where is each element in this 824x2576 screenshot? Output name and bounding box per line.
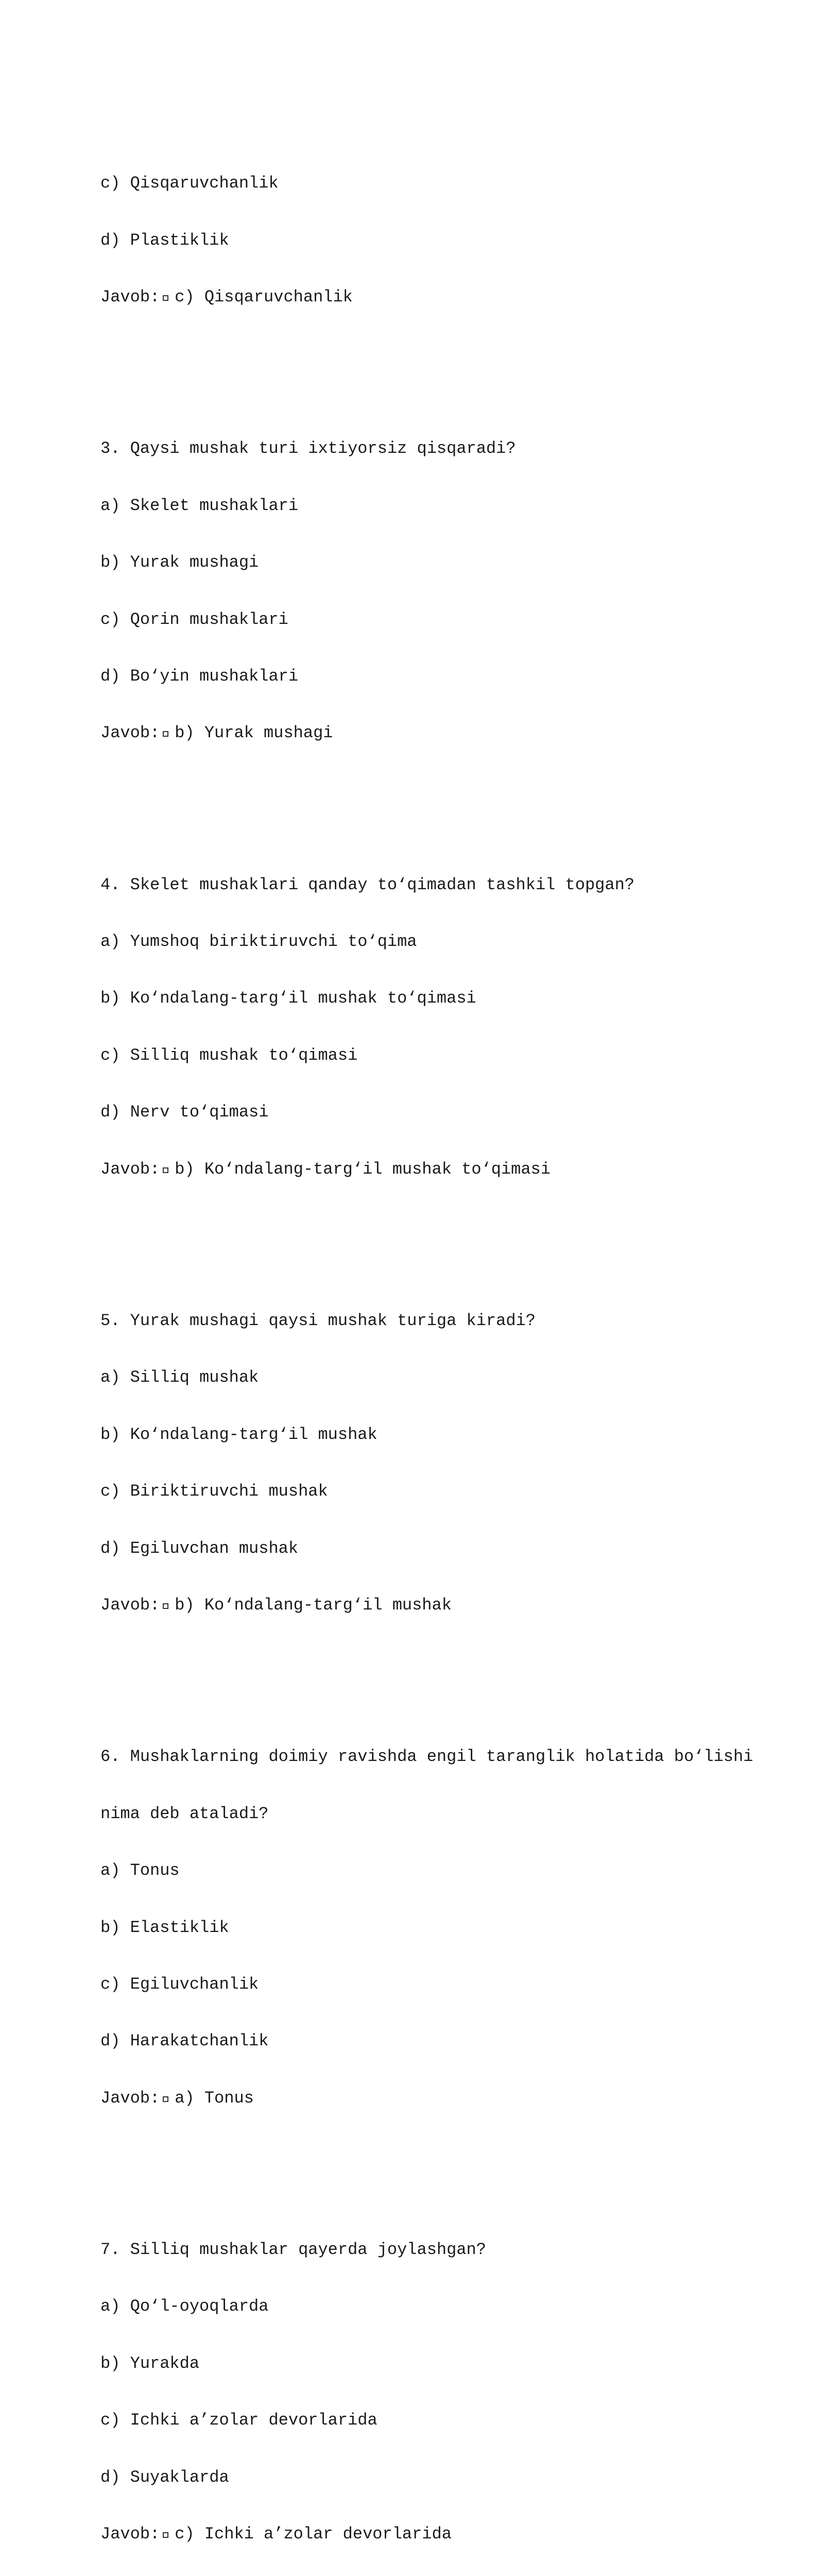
question-text-continued: nima deb ataladi?	[100, 1804, 269, 1823]
option-d: d) Bo‘yin mushaklari	[100, 666, 299, 686]
answer-line	[100, 1160, 749, 1179]
small-square-icon	[163, 731, 168, 737]
option-d: d) Harakatchanlik	[100, 2031, 269, 2051]
option-c: c) Egiluvchanlik	[100, 1974, 259, 1994]
answer-line	[100, 288, 749, 307]
option-b: b) Ko‘ndalang-targ‘il mushak	[100, 1425, 377, 1444]
question-text: 6. Mushaklarning doimiy ravishda engil taranglik holatida bo‘lishi	[100, 1747, 753, 1767]
answer-line	[100, 724, 749, 743]
option-b: b) Yurak mushagi	[100, 553, 259, 572]
option-d: d) Suyaklarda	[100, 2467, 229, 2487]
answer-text: c) Ichki a’zolar devorlarida	[175, 2524, 452, 2544]
answer-prefix: Javob:	[100, 723, 160, 743]
small-square-icon	[163, 1167, 168, 1173]
option-a: a) Skelet mushaklari	[100, 496, 299, 515]
answer-text: b) Ko‘ndalang-targ‘il mushak to‘qimasi	[175, 1159, 551, 1179]
question-text: 5. Yurak mushagi qaysi mushak turiga kiradi?	[100, 1311, 536, 1330]
answer-prefix: Javob:	[100, 1595, 160, 1615]
small-square-icon	[163, 295, 168, 301]
small-square-icon	[163, 1603, 168, 1609]
option-a: a) Silliq mushak	[100, 1368, 259, 1387]
option-d: d) Nerv to‘qimasi	[100, 1103, 269, 1122]
question-text: 3. Qaysi mushak turi ixtiyorsiz qisqaradi?	[100, 439, 516, 459]
option-b: b) Yurakda	[100, 2353, 200, 2373]
spacer	[100, 781, 749, 800]
option-b: b) Elastiklik	[100, 1918, 229, 1937]
option-c: c) Qorin mushaklari	[100, 609, 288, 629]
option-a: a) Tonus	[100, 1861, 180, 1880]
option-d: d) Plastiklik	[100, 230, 229, 250]
question-text: 7. Silliq mushaklar qayerda joylashgan?	[100, 2240, 486, 2260]
small-square-icon	[163, 2096, 168, 2102]
answer-prefix: Javob:	[100, 2088, 160, 2108]
spacer	[100, 2146, 749, 2165]
option-a: a) Qo‘l-oyoqlarda	[100, 2297, 269, 2316]
spacer	[100, 345, 749, 364]
option-c: c) Qisqaruvchanlik	[100, 174, 279, 193]
answer-text: a) Tonus	[175, 2088, 254, 2108]
answer-line	[100, 2089, 749, 2108]
option-c: c) Silliq mushak to‘qimasi	[100, 1045, 358, 1065]
answer-prefix: Javob:	[100, 2524, 160, 2544]
option-c: c) Biriktiruvchi mushak	[100, 1482, 328, 1501]
option-d: d) Egiluvchan mushak	[100, 1538, 299, 1558]
document-content	[100, 98, 753, 2576]
answer-prefix: Javob:	[100, 287, 160, 307]
answer-line	[100, 1596, 749, 1615]
small-square-icon	[163, 2532, 168, 2538]
answer-text: b) Yurak mushagi	[175, 723, 333, 743]
question-text: 4. Skelet mushaklari qanday to‘qimadan tashkil topgan?	[100, 875, 634, 894]
option-a: a) Yumshoq biriktiruvchi to‘qima	[100, 932, 417, 952]
option-b: b) Ko‘ndalang-targ‘il mushak to‘qimasi	[100, 989, 476, 1008]
answer-line	[100, 2525, 749, 2544]
answer-prefix: Javob:	[100, 1159, 160, 1179]
answer-text: b) Ko‘ndalang-targ‘il mushak	[175, 1595, 452, 1615]
spacer	[100, 1653, 749, 1672]
answer-text: c) Qisqaruvchanlik	[175, 287, 353, 307]
spacer	[100, 1217, 749, 1236]
option-c: c) Ichki a’zolar devorlarida	[100, 2411, 377, 2430]
